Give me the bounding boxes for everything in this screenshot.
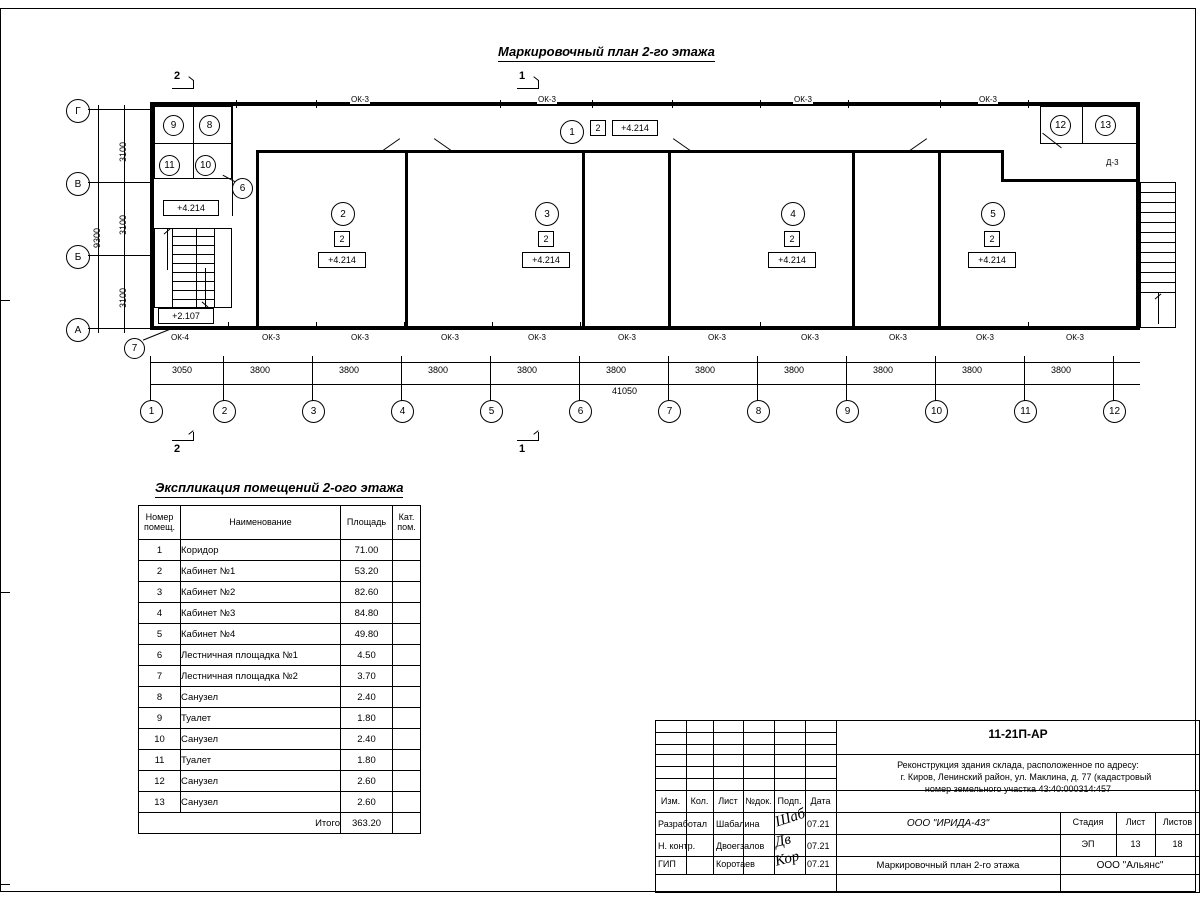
stamp-object-line2: г. Киров, Ленинский район, ул. Маклина, д. 77 (кадастровый — [900, 772, 1152, 782]
window-label-bot-1: ОК-3 — [262, 333, 280, 342]
corridor-wall-left-return — [256, 150, 259, 328]
stamp-lists-label: Листов — [1162, 817, 1193, 827]
cell-name: Кабинет №4 — [181, 624, 341, 645]
exterior-wall-bottom — [150, 326, 1140, 330]
axis-marker-6: 6 — [569, 400, 592, 423]
table-row — [139, 771, 421, 792]
stamp-col-kol: Кол. — [690, 796, 709, 806]
cell-area: 53.20 — [341, 561, 393, 582]
section-mark-2-top: 2 — [174, 70, 181, 82]
page-title: Маркировочный план 2-го этажа — [498, 44, 715, 59]
axis-marker-g: Г — [66, 99, 90, 123]
hdim-8: 3800 — [784, 365, 805, 375]
cell-cat — [393, 771, 421, 792]
room-marker-10: 10 — [195, 155, 216, 176]
stamp-stage-value: ЭП — [1081, 839, 1095, 849]
room-floor-2: 2 — [334, 231, 350, 247]
cell-area: 1.80 — [341, 750, 393, 771]
cell-num: 4 — [139, 603, 181, 624]
cell-num: 8 — [139, 687, 181, 708]
axis-marker-8: 8 — [747, 400, 770, 423]
table-row — [139, 687, 421, 708]
room-marker-1: 1 — [560, 120, 584, 144]
stamp-name-2: Коротаев — [716, 859, 755, 869]
table-total-row — [139, 813, 421, 834]
cell-area: 2.60 — [341, 771, 393, 792]
stamp-lists-value: 18 — [1172, 839, 1183, 849]
stamp-col-podp: Подп. — [777, 796, 802, 806]
cell-cat — [393, 792, 421, 813]
partition-2 — [582, 150, 585, 328]
cell-name: Туалет — [181, 708, 341, 729]
cell-cat — [393, 708, 421, 729]
axis-marker-4: 4 — [391, 400, 414, 423]
cell-cat — [393, 687, 421, 708]
cell-name: Санузел — [181, 687, 341, 708]
section-mark-2-bottom: 2 — [174, 443, 181, 455]
table-row — [139, 750, 421, 771]
axis-marker-7: 7 — [658, 400, 681, 423]
corridor-wall-right-jog — [1001, 179, 1139, 182]
cell-area: 2.60 — [341, 792, 393, 813]
room-level-3: +4.214 — [522, 252, 570, 268]
room-marker-3: 3 — [535, 202, 559, 226]
hdim-10: 3800 — [962, 365, 983, 375]
stamp-name-0: Шабалина — [716, 819, 760, 829]
cell-name: Лестничная площадка №2 — [181, 666, 341, 687]
axis-marker-5: 5 — [480, 400, 503, 423]
hdim-11: 3800 — [1051, 365, 1072, 375]
stamp-date-1: 07.21 — [807, 841, 830, 851]
axis-marker-11: 11 — [1014, 400, 1037, 423]
cell-area: 1.80 — [341, 708, 393, 729]
room-level-2: +4.214 — [318, 252, 366, 268]
cell-cat — [393, 666, 421, 687]
signature-3: Кор — [773, 848, 801, 870]
stamp-object-line3: номер земельного участка 43:40:000314:457 — [924, 784, 1112, 794]
cell-area: 2.40 — [341, 729, 393, 750]
header-name: Наименование — [181, 506, 341, 540]
table-row — [139, 540, 421, 561]
hdim-9: 3800 — [873, 365, 894, 375]
total-cat — [393, 813, 421, 834]
cell-cat — [393, 750, 421, 771]
room-marker-11: 11 — [159, 155, 180, 176]
section-mark-1-top: 1 — [519, 70, 526, 82]
partition-1 — [405, 150, 408, 328]
cell-name: Санузел — [181, 729, 341, 750]
window-label-bot-2: ОК-3 — [351, 333, 369, 342]
room-floor-5: 2 — [984, 231, 1000, 247]
hdim-5: 3800 — [517, 365, 538, 375]
stamp-org-bottom: ООО "Альянс" — [1096, 860, 1164, 871]
window-label-top-3: ОК-3 — [794, 95, 812, 104]
hdim-total: 41050 — [612, 386, 638, 396]
door-label-d3: Д-3 — [1106, 158, 1119, 167]
room-marker-7: 7 — [124, 338, 145, 359]
explication-table — [138, 505, 421, 834]
axis-marker-1: 1 — [140, 400, 163, 423]
stamp-role-0: Разработал — [658, 819, 707, 829]
window-label-top-2: ОК-3 — [538, 95, 556, 104]
cell-name: Кабинет №1 — [181, 561, 341, 582]
vertical-dim-3100-1: 3100 — [118, 141, 128, 162]
hdim-6: 3800 — [606, 365, 627, 375]
cell-cat — [393, 729, 421, 750]
table-row — [139, 582, 421, 603]
corridor-wall-right-return — [1001, 150, 1004, 180]
vertical-dim-total: 9300 — [92, 227, 102, 248]
table-row — [139, 645, 421, 666]
table-row — [139, 729, 421, 750]
cell-name: Туалет — [181, 750, 341, 771]
stamp-code: 11-21П-АР — [988, 727, 1048, 741]
door-label-ok4: ОК-4 — [171, 333, 189, 342]
cell-area: 82.60 — [341, 582, 393, 603]
cell-area: 49.80 — [341, 624, 393, 645]
stamp-col-izm: Изм. — [660, 796, 681, 806]
partition-5 — [938, 150, 941, 328]
cell-name: Кабинет №3 — [181, 603, 341, 624]
room-level-1: +4.214 — [612, 120, 658, 136]
cell-area: 3.70 — [341, 666, 393, 687]
leader-7 — [143, 328, 171, 340]
room-level-4: +4.214 — [768, 252, 816, 268]
window-label-bot-3: ОК-3 — [441, 333, 459, 342]
room-level-5: +4.214 — [968, 252, 1016, 268]
room-floor-3: 2 — [538, 231, 554, 247]
signature-1: Шаб — [773, 805, 808, 831]
cell-cat — [393, 603, 421, 624]
stamp-list-label: Лист — [1125, 817, 1146, 827]
header-area: Площадь — [341, 506, 393, 540]
cell-area: 4.50 — [341, 645, 393, 666]
cell-name: Лестничная площадка №1 — [181, 645, 341, 666]
stamp-object-line1: Реконструкция здания склада, расположенное по адресу: — [897, 760, 1139, 770]
corridor-wall — [256, 150, 1004, 153]
hdim-3: 3800 — [339, 365, 360, 375]
stamp-date-2: 07.21 — [807, 859, 830, 869]
table-row — [139, 561, 421, 582]
table-row — [139, 666, 421, 687]
table-row — [139, 624, 421, 645]
room-marker-5: 5 — [981, 202, 1005, 226]
cell-cat — [393, 582, 421, 603]
cell-cat — [393, 540, 421, 561]
cell-num: 6 — [139, 645, 181, 666]
table-row — [139, 792, 421, 813]
room-marker-12: 12 — [1050, 115, 1071, 136]
stamp-date-0: 07.21 — [807, 819, 830, 829]
section-mark-1-bottom: 1 — [519, 443, 526, 455]
header-cat: Кат. пом. — [393, 506, 421, 540]
window-label-top-4: ОК-3 — [979, 95, 997, 104]
stamp-role-1: Н. контр. — [658, 841, 696, 851]
cell-name: Коридор — [181, 540, 341, 561]
cell-num: 5 — [139, 624, 181, 645]
signature-2: Дв — [773, 831, 793, 851]
stamp-stage-label: Стадия — [1072, 817, 1104, 827]
cell-num: 13 — [139, 792, 181, 813]
hdim-7: 3800 — [695, 365, 716, 375]
window-label-bot-5: ОК-3 — [618, 333, 636, 342]
cell-name: Санузел — [181, 792, 341, 813]
level-label-left: +4.214 — [163, 200, 219, 216]
hdim-2: 3800 — [250, 365, 271, 375]
cell-name: Кабинет №2 — [181, 582, 341, 603]
room-marker-8: 8 — [199, 115, 220, 136]
cell-num: 1 — [139, 540, 181, 561]
cell-cat — [393, 645, 421, 666]
stamp-org-top: ООО "ИРИДА-43" — [906, 818, 990, 829]
table-header-row — [139, 506, 421, 540]
window-label-bot-9: ОК-3 — [976, 333, 994, 342]
cell-cat — [393, 561, 421, 582]
stamp-col-data: Дата — [810, 796, 831, 806]
partition-3 — [668, 150, 671, 328]
axis-marker-a: А — [66, 318, 90, 342]
cell-num: 2 — [139, 561, 181, 582]
title-block — [655, 720, 1200, 892]
axis-marker-12: 12 — [1103, 400, 1126, 423]
cell-num: 9 — [139, 708, 181, 729]
room-marker-2: 2 — [331, 202, 355, 226]
cell-cat — [393, 624, 421, 645]
stamp-list-value: 13 — [1130, 839, 1141, 849]
stamp-sheet-title: Маркировочный план 2-го этажа — [876, 860, 1020, 871]
level-label-stair: +2.107 — [158, 308, 214, 324]
cell-area: 71.00 — [341, 540, 393, 561]
cell-num: 7 — [139, 666, 181, 687]
window-label-top-1: ОК-3 — [351, 95, 369, 104]
cell-num: 11 — [139, 750, 181, 771]
cell-num: 10 — [139, 729, 181, 750]
cell-name: Санузел — [181, 771, 341, 792]
stamp-role-2: ГИП — [658, 859, 676, 869]
table-row — [139, 603, 421, 624]
vertical-dim-3100-3: 3100 — [118, 287, 128, 308]
hdim-4: 3800 — [428, 365, 449, 375]
stamp-name-1: Двоегзалов — [716, 841, 765, 851]
cell-num: 12 — [139, 771, 181, 792]
room-floor-4: 2 — [784, 231, 800, 247]
total-label: Итого — [139, 813, 341, 834]
window-label-bot-6: ОК-3 — [708, 333, 726, 342]
window-label-bot-4: ОК-3 — [528, 333, 546, 342]
axis-marker-9: 9 — [836, 400, 859, 423]
axis-marker-v: В — [66, 172, 90, 196]
room-marker-6: 6 — [232, 178, 253, 199]
cell-num: 3 — [139, 582, 181, 603]
vertical-dim-3100-2: 3100 — [118, 214, 128, 235]
window-label-bot-7: ОК-3 — [801, 333, 819, 342]
window-label-bot-10: ОК-3 — [1066, 333, 1084, 342]
room-marker-13: 13 — [1095, 115, 1116, 136]
staircase-left — [154, 228, 232, 308]
explication-title: Экспликация помещений 2-ого этажа — [155, 480, 404, 495]
hdim-1: 3050 — [172, 365, 193, 375]
room-marker-4: 4 — [781, 202, 805, 226]
stamp-col-ndok: №док. — [745, 796, 772, 806]
total-value: 363.20 — [341, 813, 393, 834]
window-label-bot-8: ОК-3 — [889, 333, 907, 342]
room-floor-1: 2 — [590, 120, 606, 136]
stamp-col-list: Лист — [718, 796, 738, 806]
axis-marker-2: 2 — [213, 400, 236, 423]
cell-area: 84.80 — [341, 603, 393, 624]
axis-marker-3: 3 — [302, 400, 325, 423]
partition-4 — [852, 150, 855, 328]
cell-area: 2.40 — [341, 687, 393, 708]
axis-marker-b: Б — [66, 245, 90, 269]
axis-marker-10: 10 — [925, 400, 948, 423]
header-num: Номер помещ. — [139, 506, 181, 540]
room-marker-9: 9 — [163, 115, 184, 136]
table-row — [139, 708, 421, 729]
